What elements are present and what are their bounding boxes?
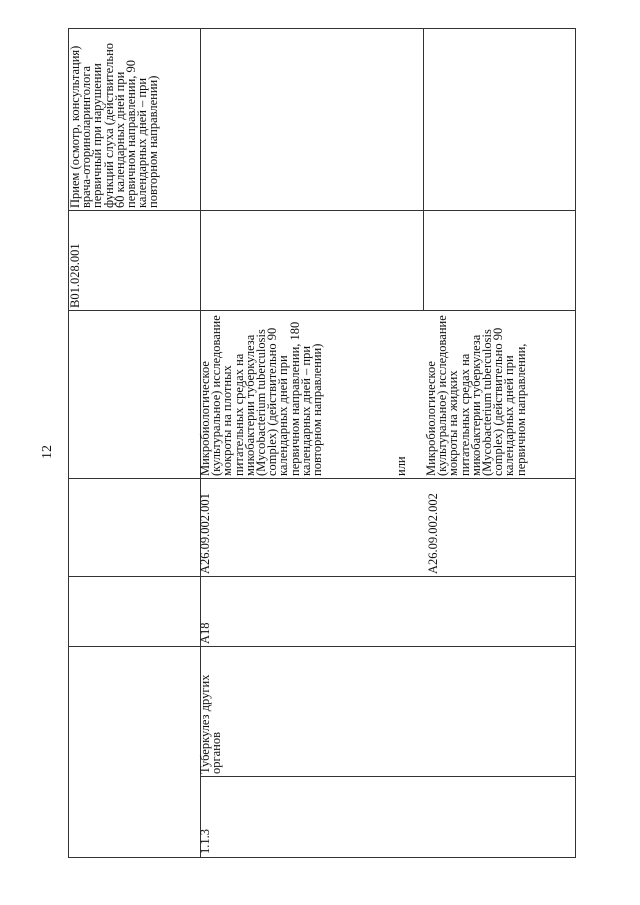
column-divider — [68, 576, 200, 577]
cell-divider — [423, 210, 424, 310]
document-table — [68, 28, 576, 858]
table-border-top — [68, 28, 576, 29]
column-divider — [68, 210, 576, 211]
consult-name: Прием (осмотр, консультация) врача-оториноларинголога первичный при нарушении функций слуха (действительно 60 календарных дней при первичном направлении, 90 календарных дней – при повторном направлении) — [68, 42, 161, 208]
page-number: 12 — [40, 445, 55, 459]
column-divider — [200, 478, 575, 479]
or-label: или — [394, 456, 408, 476]
service-name-2: Микробиологическое (культуральное) исследование мокроты на жидких питательных средах на микобактерии туберкулеза (Mycobacterium tuberculosis complex) (действительно 90 календарных дней при первичном направлении, — [424, 315, 528, 476]
column-divider — [200, 776, 575, 777]
row-name: Туберкулез других органов — [198, 674, 224, 774]
column-divider — [68, 310, 576, 311]
service-name-1: Микробиологическое (культуральное) исследование мокроты на плотных питательных средах на микобактерии туберкулеза (Mycobacterium tuberculosis complex) (действительно 90 календарных дней при первичном направлении, 180 календарных дней – при повторном направлении) — [198, 315, 325, 476]
service-code-2: A26.09.002.002 — [426, 493, 440, 574]
row-number: 1.1.3 — [198, 829, 212, 854]
cell-divider — [423, 28, 424, 210]
service-code-1: A26.09.002.001 — [198, 493, 212, 574]
column-divider — [200, 576, 575, 577]
table-border-bottom — [68, 857, 576, 858]
column-divider — [200, 646, 575, 647]
icd-code: A18 — [198, 622, 212, 644]
consult-code: B01.028.001 — [68, 243, 82, 308]
column-divider — [68, 646, 200, 647]
column-divider — [68, 478, 200, 479]
table-border-right — [575, 28, 576, 858]
service-name-cell — [200, 312, 372, 476]
